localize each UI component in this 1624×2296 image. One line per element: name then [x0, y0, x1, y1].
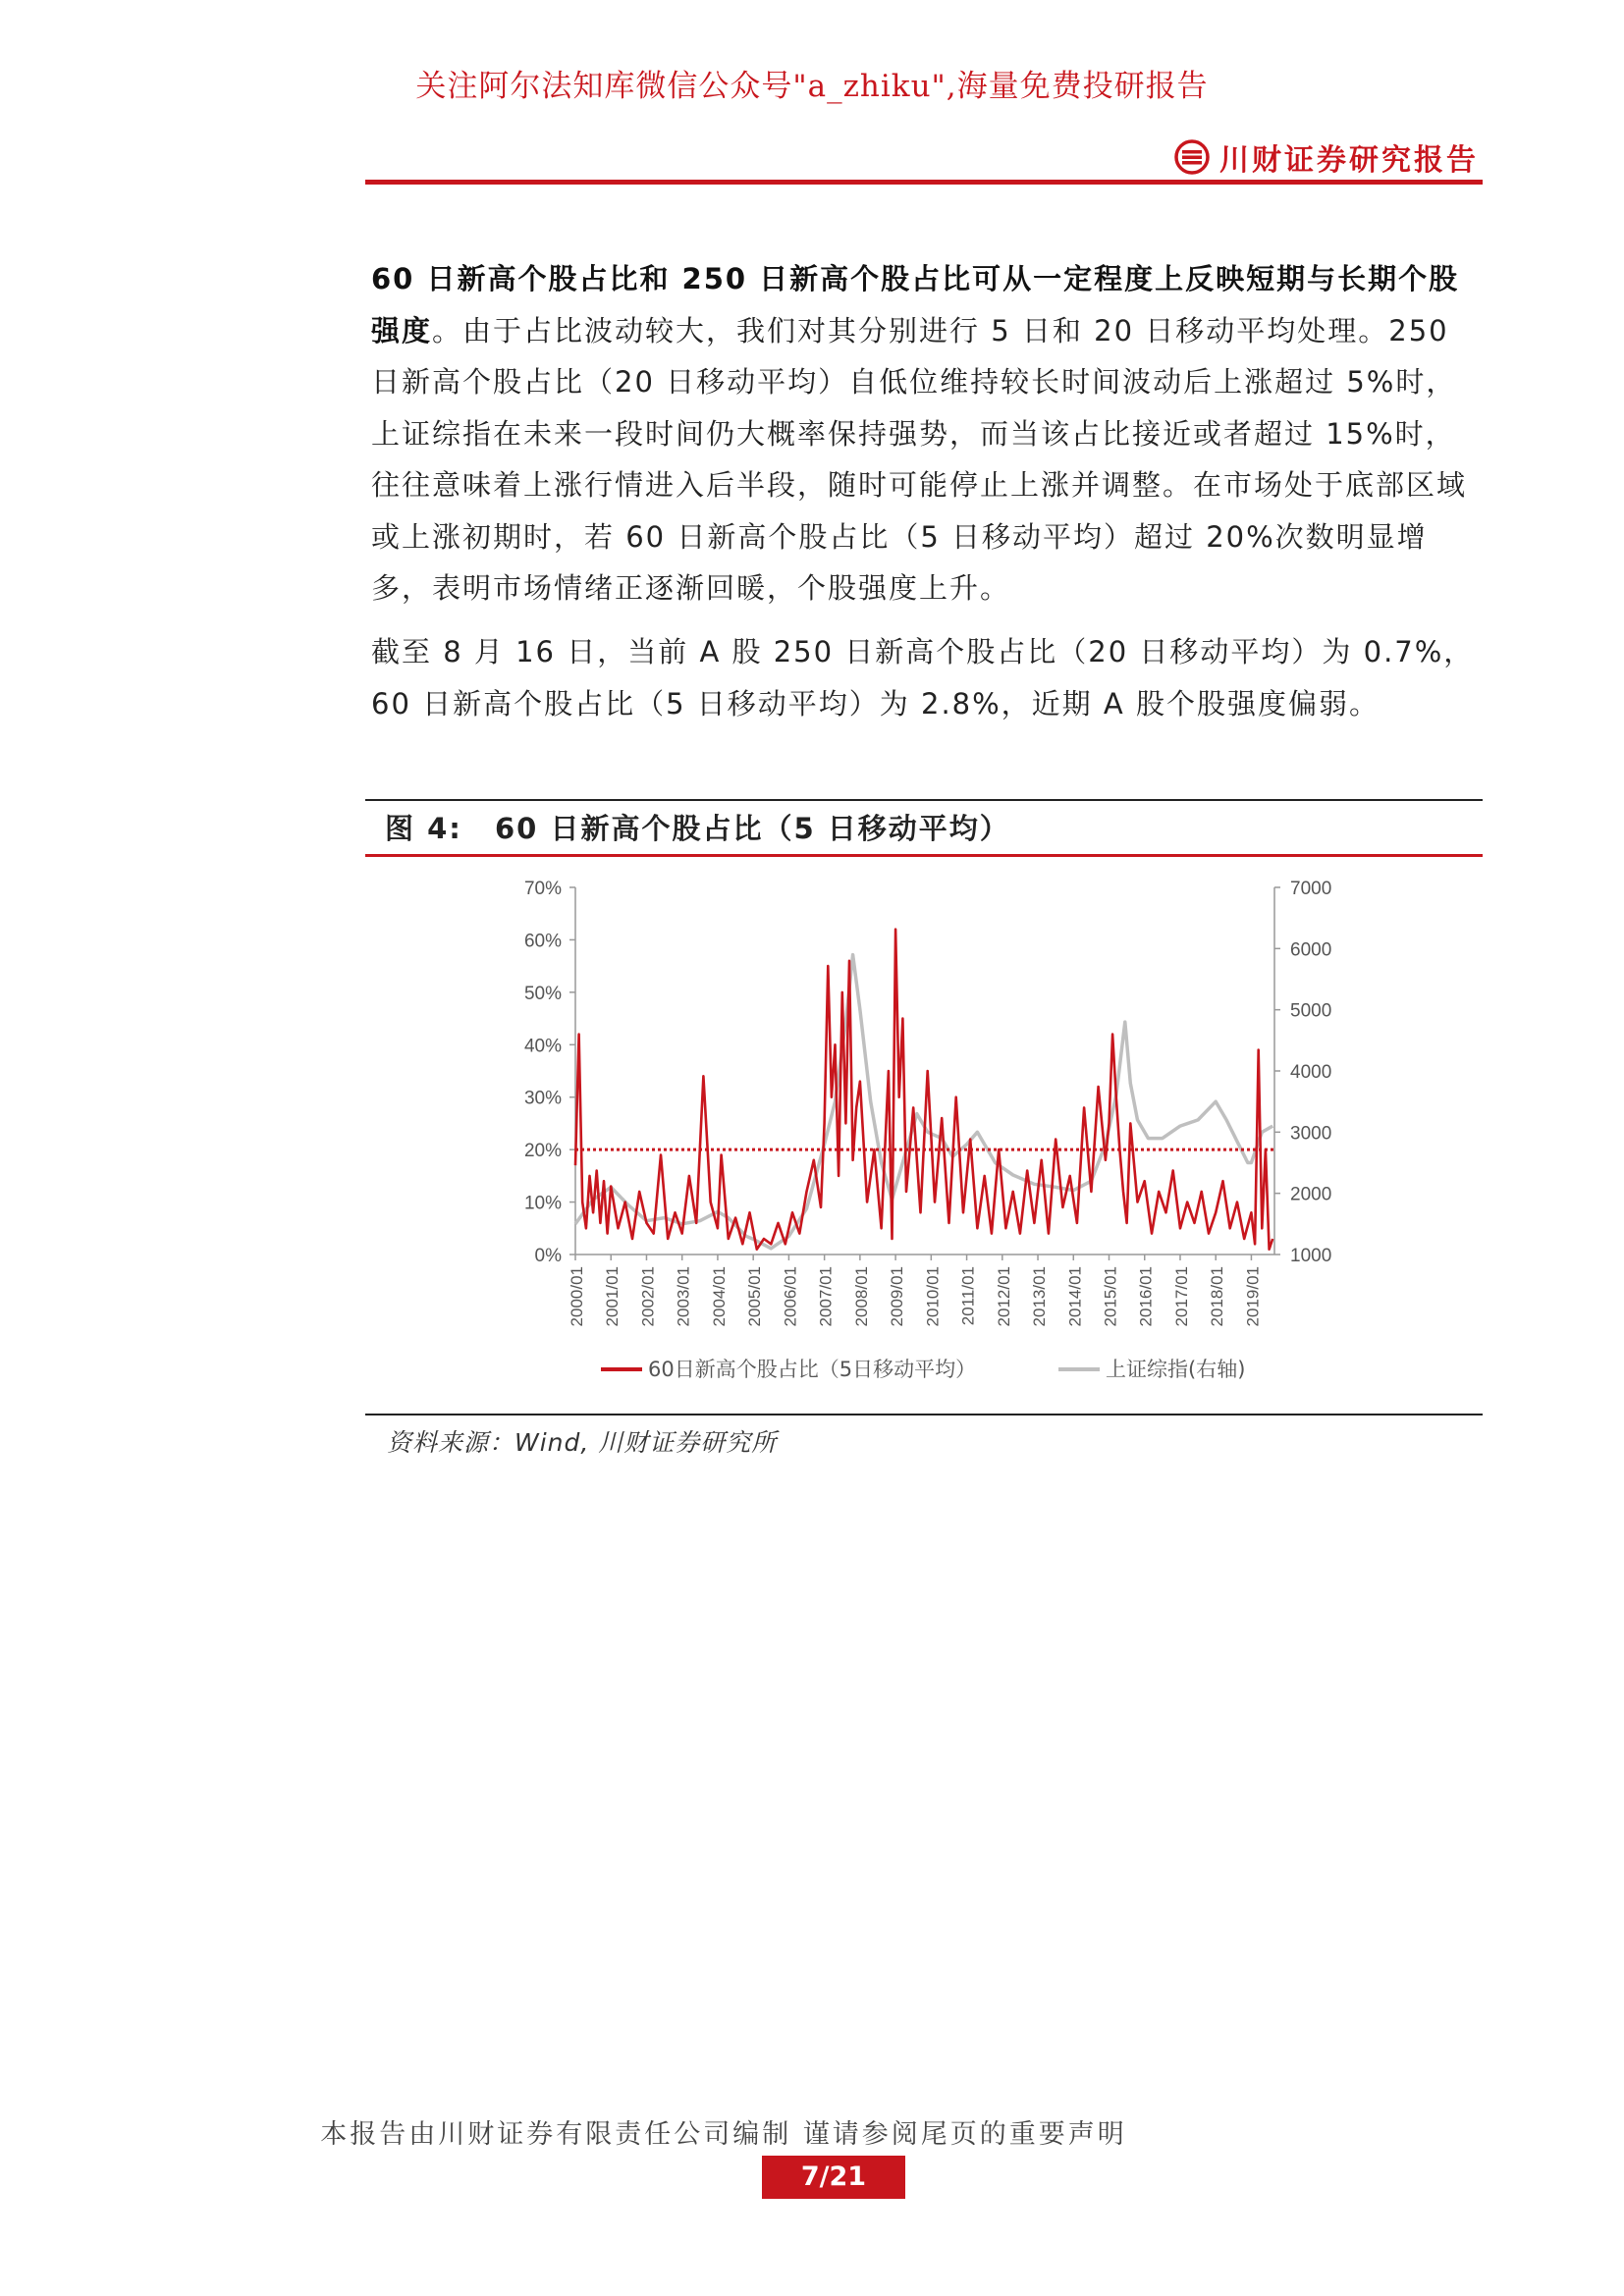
right-tick-label: 7000 — [1290, 879, 1332, 899]
x-tick-label: 2007/01 — [816, 1266, 836, 1327]
x-tick-label: 2000/01 — [568, 1266, 586, 1327]
x-tick-label: 2012/01 — [994, 1266, 1013, 1327]
header-rule — [365, 180, 1483, 185]
chart — [365, 860, 1483, 1412]
right-tick-label: 2000 — [1290, 1184, 1332, 1205]
x-tick-label: 2008/01 — [851, 1266, 871, 1327]
left-tick-label: 10% — [523, 1193, 562, 1214]
paragraph-1-body: 。由于占比波动较大，我们对其分别进行 5 日和 20 日移动平均处理。250 日新高个股占比（20 日移动平均）自低位维持较长时间波动后上涨超过 5%时，上证综指在未来一段时间仍大概率保持强势，而当该占比接近或者超过 15%时，往往意味着上涨行情进入后半段，随时可能停止上涨并调整。在市场处于底部区域或上涨初期时，若 60 日新高个股占比（5 日移动平均）超过 20%次数明显增多，表明市场情绪正逐渐回暖，个股强度上升。 — [371, 313, 1468, 605]
left-tick-label: 30% — [523, 1088, 562, 1109]
left-tick-label: 60% — [523, 931, 562, 952]
figure-red-rule — [365, 854, 1483, 857]
right-tick-label: 3000 — [1290, 1123, 1332, 1145]
paragraph-2: 截至 8 月 16 日，当前 A 股 250 日新高个股占比（20 日移动平均）为 0.7%，60 日新高个股占比（5 日移动平均）为 2.8%，近期 A 股个股强度偏弱。 — [371, 635, 1475, 721]
right-tick-label: 1000 — [1290, 1246, 1332, 1266]
x-tick-label: 2014/01 — [1065, 1266, 1085, 1327]
page-number: 7/21 — [762, 2156, 905, 2199]
x-tick-label: 2006/01 — [781, 1266, 800, 1327]
brand-header — [1174, 135, 1479, 179]
x-tick-label: 2017/01 — [1171, 1266, 1191, 1327]
left-tick-label: 70% — [523, 879, 562, 899]
x-tick-label: 2011/01 — [958, 1266, 978, 1326]
x-tick-label: 2009/01 — [888, 1266, 907, 1327]
figure-top-rule — [365, 799, 1483, 801]
figure-number: 图 4: — [385, 812, 462, 845]
top-notice: 关注阿尔法知库微信公众号"a_zhiku",海量免费投研报告 — [415, 69, 1209, 104]
brand-logo-icon — [1174, 139, 1210, 175]
figure-caption: 60 日新高个股占比（5 日移动平均） — [495, 812, 1010, 845]
left-tick-label: 0% — [534, 1246, 562, 1266]
x-tick-label: 2013/01 — [1030, 1266, 1050, 1327]
legend-ratio-label: 60日新高个股占比（5日移动平均） — [648, 1358, 977, 1381]
x-tick-label: 2019/01 — [1243, 1266, 1263, 1327]
paragraph-1-lead: 60 日新高个股占比和 250 日新高个股占比可从一定程度上反映短期与长期个股强度 — [371, 262, 1460, 347]
x-tick-label: 2005/01 — [745, 1266, 765, 1327]
left-tick-label: 20% — [523, 1141, 562, 1162]
brand-name: 川财证券研究报告 — [1219, 143, 1479, 178]
figure-bottom-rule — [365, 1414, 1483, 1415]
left-tick-label: 40% — [523, 1036, 562, 1057]
footer-disclaimer: 本报告由川财证券有限责任公司编制 谨请参阅尾页的重要声明 — [320, 2119, 1127, 2150]
right-tick-label: 5000 — [1290, 1000, 1332, 1022]
legend-index-label: 上证综指(右轴) — [1106, 1358, 1246, 1381]
figure-title — [385, 807, 1010, 847]
x-tick-label: 2016/01 — [1136, 1266, 1156, 1327]
x-tick-label: 2002/01 — [638, 1266, 658, 1327]
left-tick-label: 50% — [523, 983, 562, 1004]
paragraph-1 — [371, 253, 1483, 614]
right-tick-label: 4000 — [1290, 1062, 1332, 1083]
x-tick-label: 2015/01 — [1101, 1266, 1120, 1327]
figure-source: 资料来源：Wind, 川财证券研究所 — [387, 1428, 778, 1457]
x-tick-label: 2003/01 — [674, 1266, 693, 1327]
x-tick-label: 2004/01 — [709, 1266, 729, 1327]
x-tick-label: 2010/01 — [923, 1266, 943, 1327]
right-tick-label: 6000 — [1290, 939, 1332, 961]
ratio-series-line — [575, 930, 1272, 1250]
x-tick-label: 2001/01 — [603, 1266, 623, 1327]
x-tick-label: 2018/01 — [1208, 1266, 1227, 1327]
